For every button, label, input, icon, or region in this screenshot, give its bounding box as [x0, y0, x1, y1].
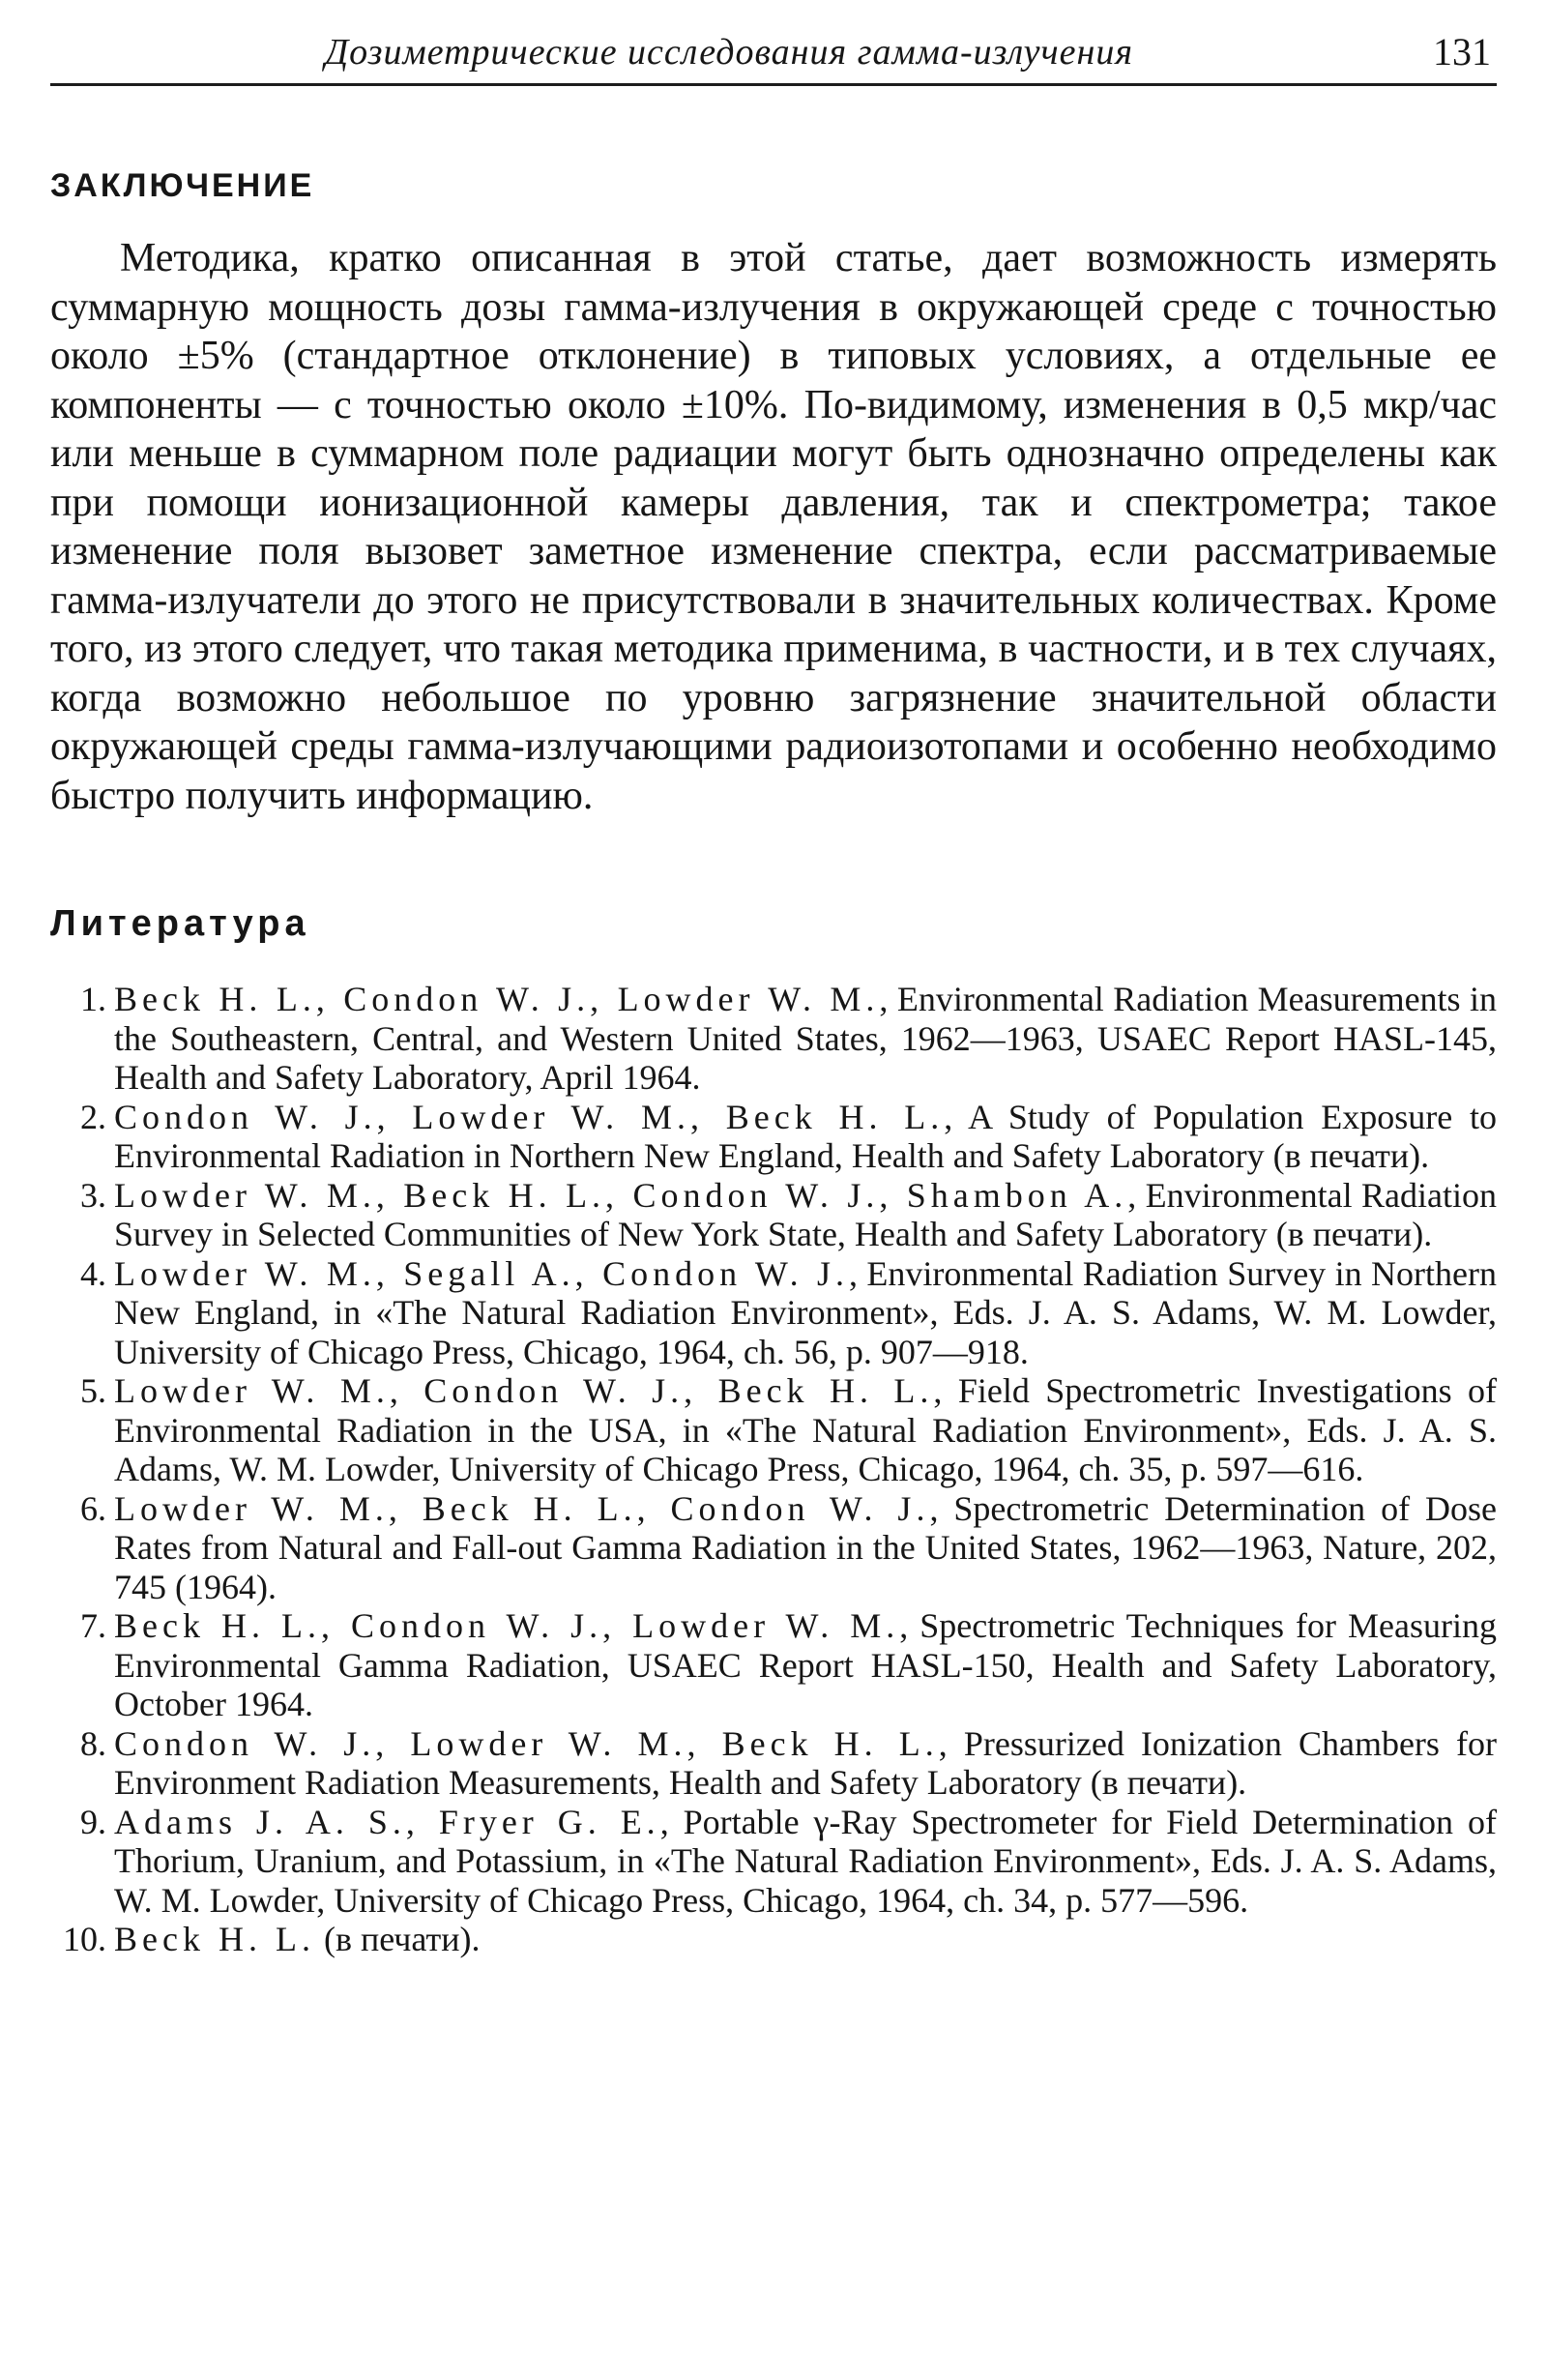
reference-authors: Condon W. J., Lowder W. M., Beck H. L. — [114, 1723, 939, 1763]
reference-item — [50, 1371, 1497, 1489]
reference-number: 10. — [63, 1920, 106, 1958]
reference-authors: Condon W. J., Lowder W. M., Beck H. L. — [114, 1097, 945, 1136]
reference-item — [50, 1606, 1497, 1724]
book-page — [50, 21, 1497, 1959]
reference-number: 8. — [80, 1723, 106, 1763]
reference-item — [50, 980, 1497, 1098]
reference-details: , Pressurized Ionization Chambers for Environment Radiation Measurements, Health and Safety Laboratory (в печати). — [114, 1723, 1497, 1802]
reference-authors: Lowder W. M., Beck H. L., Condon W. J., Shambon A. — [114, 1175, 1128, 1215]
reference-details: , Spectrometric Determination of Dose Rates from Natural and Fall-out Gamma Radiation in the United States, 1962—1963, Nature, 202, 745 (1964). — [114, 1488, 1498, 1606]
conclusion-paragraph: Методика, кратко описанная в этой статье, дает возможность измерять суммарную мощность дозы гамма-излучения в окружающей среде с точностью около ±5% (стандартное отклонение) в типовых условиях, а отдельные ее компоненты — с точностью около ±10%. По-видимому, изменения в 0,5 мкр/час или меньше в суммарном поле радиации могут быть однозначно определены как при помощи ионизационной камеры давления, так и спектрометра; такое изменение поля вызовет заметное изменение спектра, если рассматриваемые гамма-излучатели до этого не присутствовали в значительных количествах. Кроме того, из этого следует, что такая методика применима, в частности, и в тех случаях, когда возможно небольшое по уровню загрязнение значительной области окружающей среды гамма-излучающими радиоизотопами и особенно необходимо быстро получить информацию. — [50, 236, 1497, 818]
reference-item — [50, 1724, 1497, 1803]
reference-number: 5. — [80, 1371, 106, 1410]
reference-number: 4. — [80, 1253, 106, 1293]
reference-authors: Beck H. L., Condon W. J., Lowder W. M. — [114, 980, 880, 1018]
reference-item — [50, 1803, 1497, 1921]
reference-details: (в печати). — [314, 1920, 481, 1958]
reference-number: 3. — [80, 1175, 106, 1215]
reference-details: , Portable γ-Ray Spectrometer for Field Determination of Thorium, Uranium, and Potassium, in «The Natural Radiation Environment», Eds. J. A. S. Adams, W. M. Lowder, University of Chicago Press, Chicago, 1964, ch. 34, p. 577—596. — [114, 1802, 1497, 1920]
reference-authors: Beck H. L., Condon W. J., Lowder W. M. — [114, 1606, 900, 1645]
reference-item — [50, 1489, 1497, 1607]
reference-authors: Lowder W. M., Beck H. L., Condon W. J. — [114, 1488, 930, 1528]
reference-details: , Environmental Radiation Survey in Selected Communities of New York State, Health and Safety Laboratory (в печати). — [114, 1175, 1497, 1253]
running-header — [50, 21, 1497, 86]
reference-item — [50, 1920, 1497, 1959]
running-title: Дозиметрические исследования гамма-излучения — [325, 32, 1134, 73]
reference-item — [50, 1098, 1497, 1176]
reference-details: , A Study of Population Exposure to Environmental Radiation in Northern New England, Health and Safety Laboratory (в печати). — [114, 1097, 1498, 1175]
conclusion-heading: ЗАКЛЮЧЕНИЕ — [50, 167, 315, 204]
reference-number: 9. — [80, 1802, 106, 1841]
reference-details: , Spectrometric Techniques for Measuring Environmental Gamma Radiation, USAEC Report HASL-150, Health and Safety Laboratory, October 1964. — [114, 1606, 1497, 1723]
reference-authors: Lowder W. M., Segall A., Condon W. J. — [114, 1253, 849, 1293]
reference-details: , Field Spectrometric Investigations of Environmental Radiation in the USA, in «The Natural Radiation Environment», Eds. J. A. S. Adams, W. M. Lowder, University of Chicago Press, Chicago, 1964, ch. 35, p. 597—616. — [114, 1371, 1497, 1488]
references-heading: Литература — [50, 903, 310, 944]
reference-details: , Environmental Radiation Measurements in the Southeastern, Central, and Western United States, 1962—1963, USAEC Report HASL-145, Health and Safety Laboratory, April 1964. — [114, 980, 1497, 1097]
reference-item — [50, 1176, 1497, 1254]
reference-details: , Environmental Radiation Survey in Northern New England, in «The Natural Radiation Environment», Eds. J. A. S. Adams, W. M. Lowder, University of Chicago Press, Chicago, 1964, ch. 56, p. 907—918. — [114, 1253, 1497, 1371]
reference-list — [50, 980, 1497, 1959]
reference-number: 6. — [80, 1488, 106, 1528]
reference-number: 1. — [80, 980, 106, 1018]
reference-authors: Lowder W. M., Condon W. J., Beck H. L. — [114, 1371, 934, 1410]
reference-authors: Beck H. L. — [114, 1920, 315, 1958]
reference-number: 7. — [80, 1606, 106, 1645]
page-number: 131 — [1433, 30, 1491, 73]
reference-item — [50, 1254, 1497, 1372]
reference-number: 2. — [80, 1097, 106, 1136]
reference-authors: Adams J. A. S., Fryer G. E. — [114, 1802, 660, 1841]
